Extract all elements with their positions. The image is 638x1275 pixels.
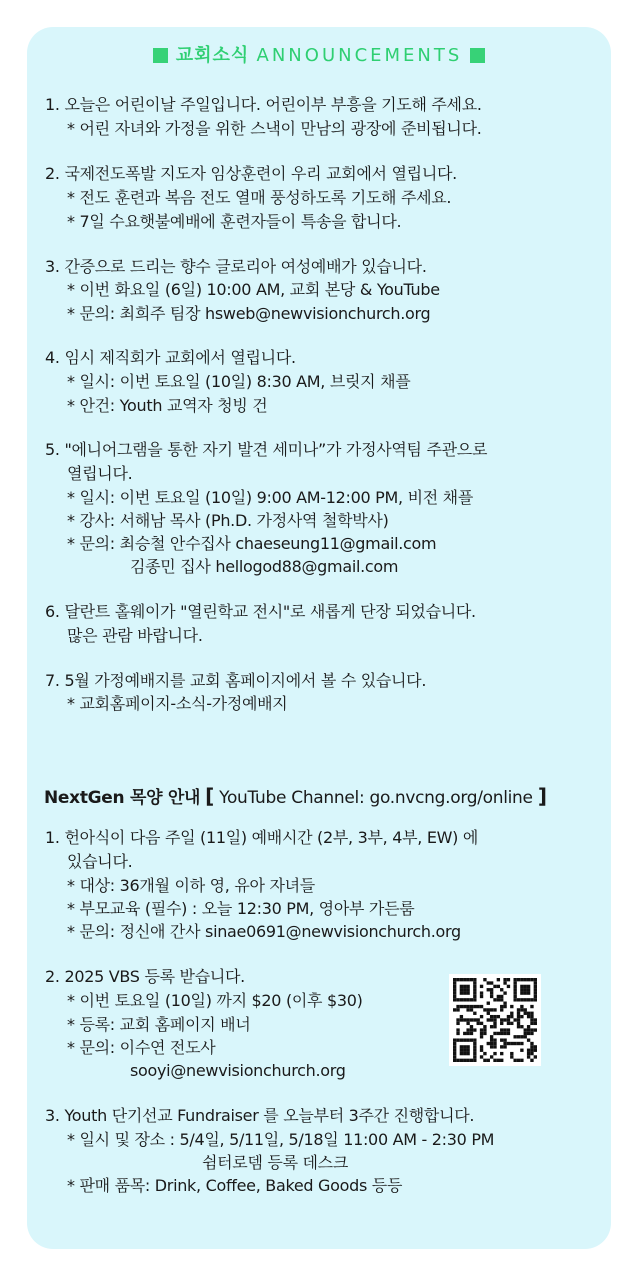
announcement-2-note: * 전도 훈련과 복음 전도 열매 풍성하도록 기도해 주세요. [67, 188, 452, 207]
nextgen-item-3-note-cont: 쉼터로뎀 등록 데스크 [202, 1153, 348, 1172]
green-square-icon [153, 48, 168, 63]
announcement-1-title: 1. 오늘은 어린이날 주일입니다. 어린이부 부흥을 기도해 주세요. [45, 95, 482, 114]
announcement-5-note: * 강사: 서해남 목사 (Ph.D. 가정사역 철학박사) [67, 511, 389, 530]
nextgen-item-2-note: * 등록: 교회 홈페이지 배너 [67, 1015, 251, 1034]
announcement-3-title: 3. 간증으로 드리는 향수 글로리아 여성예배가 있습니다. [45, 257, 427, 276]
announcement-7-title: 7. 5월 가정예배지를 교회 홈페이지에서 볼 수 있습니다. [45, 671, 427, 690]
nextgen-item-2-note: * 문의: 이수연 전도사 [67, 1038, 216, 1057]
announcement-5-note-cont: 김종민 집사 hellogod88@gmail.com [130, 557, 399, 576]
nextgen-item-3-title: 3. Youth 단기선교 Fundraiser 를 오늘부터 3주간 진행합니다. [45, 1106, 475, 1125]
qr-code-graphic [449, 974, 541, 1066]
announcement-4-title: 4. 임시 제직회가 교회에서 열립니다. [45, 348, 296, 367]
qr-code-icon [449, 974, 541, 1066]
nextgen-item-2-note: * 이번 토요일 (10일) 까지 $20 (이후 $30) [67, 991, 363, 1010]
announcement-5-note: * 일시: 이번 토요일 (10일) 9:00 AM-12:00 PM, 비전 채플 [67, 488, 473, 507]
announcement-6-title: 6. 달란트 홀웨이가 "열린학교 전시"로 새롭게 단장 되었습니다. [45, 602, 476, 621]
announcement-4-note: * 안건: Youth 교역자 청빙 건 [67, 396, 268, 415]
announcement-1-note: * 어린 자녀와 가정을 위한 스낵이 만남의 광장에 준비됩니다. [67, 119, 482, 138]
nextgen-item-3-note: * 일시 및 장소 : 5/4일, 5/11일, 5/18일 11:00 AM - 2:30 PM [67, 1130, 495, 1149]
green-square-icon [470, 48, 485, 63]
nextgen-item-1-note: * 부모교육 (필수) : 오늘 12:30 PM, 영아부 가든룸 [67, 899, 415, 918]
announcement-5-title-cont: 열립니다. [67, 464, 133, 483]
nextgen-item-2-email: sooyi@newvisionchurch.org [130, 1061, 346, 1080]
announcement-3-note: * 문의: 최희주 팀장 hsweb@newvisionchurch.org [67, 304, 431, 323]
nextgen-item-2-title: 2. 2025 VBS 등록 받습니다. [45, 967, 245, 986]
nextgen-item-1-note: * 문의: 정신애 간사 sinae0691@newvisionchurch.org [67, 922, 461, 941]
nextgen-item-1-note: * 대상: 36개월 이하 영, 유아 자녀들 [67, 876, 315, 895]
announcement-2-note: * 7일 수요햇불예배에 훈련자들이 특송을 합니다. [67, 212, 402, 231]
nextgen-section-title [44, 783, 547, 808]
bracket-open: [ [205, 784, 215, 808]
announcement-6-title-cont: 많은 관람 바랍니다. [67, 626, 203, 645]
announcements-header [0, 41, 638, 67]
announcement-3-note: * 이번 화요일 (6일) 10:00 AM, 교회 본당 & YouTube [67, 280, 440, 299]
announcement-4-note: * 일시: 이번 토요일 (10일) 8:30 AM, 브릿지 채플 [67, 372, 411, 391]
nextgen-item-1-title: 1. 헌아식이 다음 주일 (11일) 예배시간 (2부, 3부, 4부, EW) 에 [45, 828, 479, 847]
header-title-ko: 교회소식 [175, 45, 250, 66]
nextgen-title: NextGen 목양 안내 [44, 788, 201, 808]
nextgen-item-3-note: * 판매 품목: Drink, Coffee, Baked Goods 등등 [67, 1176, 403, 1195]
bracket-close: ] [537, 784, 547, 808]
announcement-5-title: 5. "에니어그램을 통한 자기 발견 세미나”가 가정사역팀 주관으로 [45, 440, 488, 459]
nextgen-item-1-title-cont: 있습니다. [67, 852, 133, 871]
header-title-en: ANNOUNCEMENTS [256, 45, 463, 66]
announcement-7-note: * 교회홈페이지-소식-가정예배지 [67, 694, 288, 713]
announcement-5-note: * 문의: 최승철 안수집사 chaeseung11@gmail.com [67, 534, 437, 553]
announcement-2-title: 2. 국제전도폭발 지도자 임상훈련이 우리 교회에서 열립니다. [45, 164, 457, 183]
youtube-channel-text: YouTube Channel: go.nvcng.org/online [219, 788, 533, 808]
